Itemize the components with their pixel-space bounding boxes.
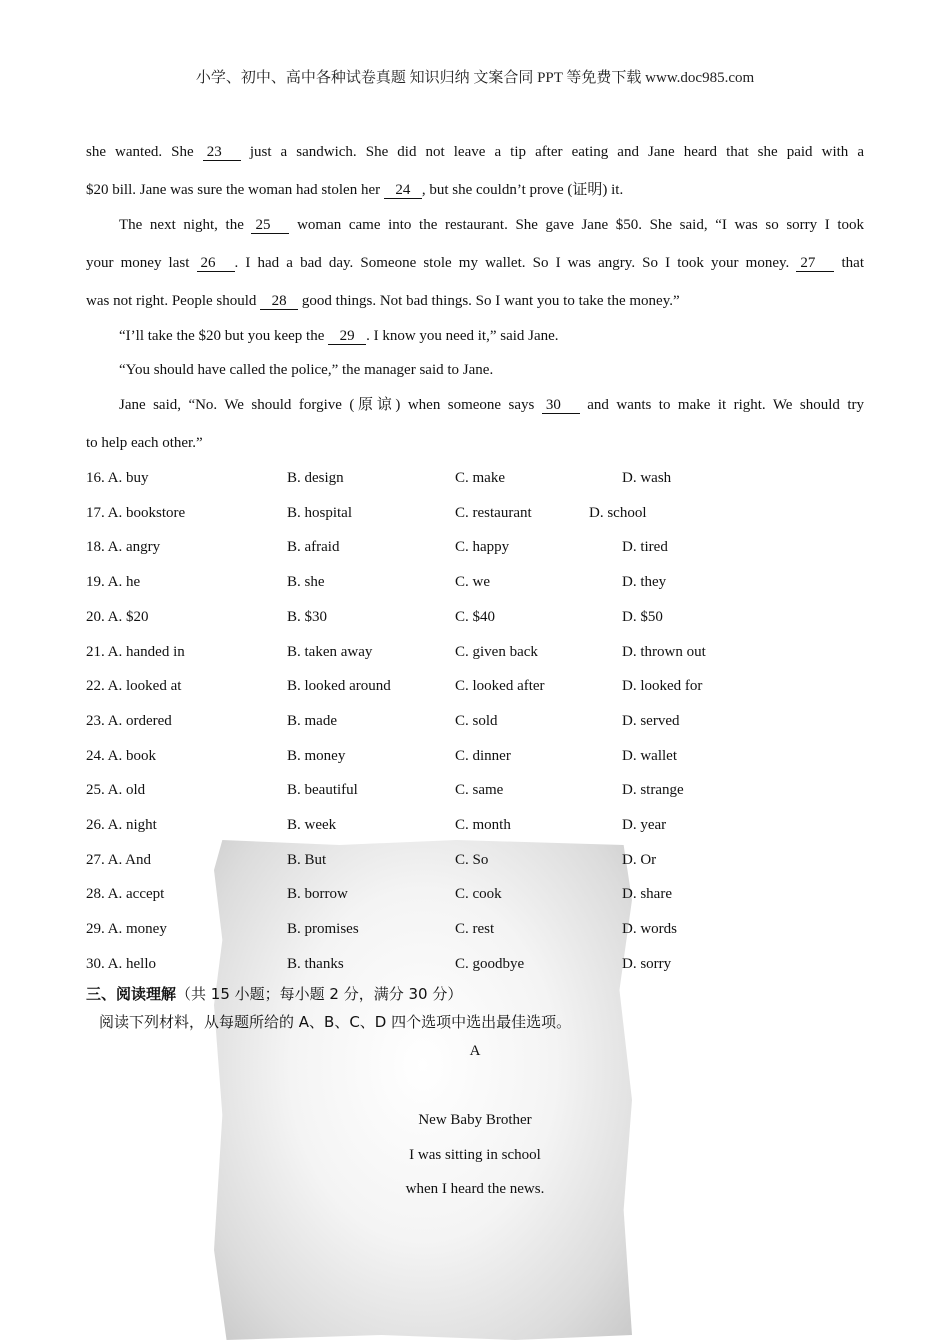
blank-26: 26 <box>197 255 235 272</box>
option-b: B. taken away <box>287 643 373 660</box>
option-c: C. we <box>455 574 490 591</box>
option-b: B. beautiful <box>287 782 358 799</box>
option-a: 24. A. book <box>86 747 157 764</box>
option-b: B. promises <box>287 921 359 938</box>
passage-line-4: your money last 26 . I had a bad day. Someone stole my wallet. So I was angry. So I took your money. 27 that <box>86 255 865 271</box>
option-row-23 <box>86 711 786 731</box>
passage-line-9: to help each other.” <box>86 435 203 451</box>
option-d: D. wallet <box>622 747 677 764</box>
option-a: 29. A. money <box>86 921 167 938</box>
option-c: C. rest <box>455 921 495 938</box>
option-d: D. words <box>622 921 677 938</box>
option-row-19 <box>86 572 786 592</box>
option-c: C. given back <box>455 643 538 660</box>
option-c: C. restaurant <box>455 504 532 521</box>
blank-30: 30 <box>542 397 580 414</box>
option-a: 21. A. handed in <box>86 643 185 660</box>
option-d: D. year <box>622 817 667 833</box>
blank-28: 28 <box>260 293 298 310</box>
option-c: C. happy <box>455 539 510 556</box>
option-d: D. school <box>589 504 647 521</box>
option-c: C. month <box>455 817 511 833</box>
section-title: 三、阅读理解（共 15 小题；每小题 2 分，满分 30 分） <box>86 985 463 1003</box>
option-c: C. same <box>455 782 504 799</box>
part-label: A <box>469 1043 481 1059</box>
option-d: D. wash <box>622 470 672 486</box>
option-d: D. $50 <box>622 608 663 625</box>
option-d: D. thrown out <box>622 643 706 660</box>
option-b: B. afraid <box>287 539 340 556</box>
option-row-17 <box>86 503 786 523</box>
option-row-27 <box>86 850 786 870</box>
option-row-30 <box>86 954 786 974</box>
option-a: 16. A. buy <box>86 470 149 486</box>
passage-line-5: was not right. People should 28 good things. Not bad things. So I want you to take the money.” <box>86 293 680 309</box>
option-row-28 <box>86 884 786 904</box>
option-row-29 <box>86 919 786 939</box>
option-row-21 <box>86 642 786 662</box>
option-a: 26. A. night <box>86 817 157 833</box>
option-b: B. made <box>287 712 337 729</box>
option-b: B. money <box>287 747 346 764</box>
blank-23: 23 <box>203 144 241 161</box>
option-b: B. hospital <box>287 504 353 521</box>
option-c: C. dinner <box>455 747 511 764</box>
option-row-18 <box>86 537 786 557</box>
option-c: C. looked after <box>455 678 545 695</box>
option-row-25 <box>86 780 786 800</box>
option-d: D. looked for <box>622 678 703 695</box>
option-a: 22. A. looked at <box>86 678 182 695</box>
option-c: C. So <box>455 851 489 868</box>
option-c: C. sold <box>455 712 498 729</box>
option-c: C. cook <box>455 886 502 903</box>
blank-29: 29 <box>328 328 366 345</box>
torn-paper-background <box>214 840 632 1340</box>
option-row-22 <box>86 676 786 696</box>
passage-line-1: she wanted. She 23 just a sandwich. She did not leave a tip after eating and Jane heard that she paid with a <box>86 144 864 160</box>
option-d: D. sorry <box>622 955 672 972</box>
section-instruction: 阅读下列材料，从每题所给的 A、B、C、D 四个选项中选出最佳选项。 <box>99 1013 572 1031</box>
passage-line-8: Jane said, “No. We should forgive (原谅) when someone says 30 and wants to make it right. We should try <box>119 397 865 413</box>
option-b: B. borrow <box>287 886 348 903</box>
option-b: B. week <box>287 817 337 833</box>
option-row-20 <box>86 607 786 627</box>
option-b: B. design <box>287 470 344 486</box>
option-b: B. $30 <box>287 608 328 625</box>
option-a: 25. A. old <box>86 782 146 799</box>
passage-line-3: The next night, the 25 woman came into the restaurant. She gave Jane $50. She said, “I was so sorry I took <box>119 217 865 233</box>
option-b: B. looked around <box>287 678 391 695</box>
option-a: 20. A. $20 <box>86 608 149 625</box>
option-d: D. Or <box>622 851 657 868</box>
option-a: 17. A. bookstore <box>86 504 186 521</box>
passage-line-6: “I’ll take the $20 but you keep the 29 . I know you need it,” said Jane. <box>119 328 559 344</box>
option-c: C. make <box>455 470 505 486</box>
option-a: 27. A. And <box>86 851 152 868</box>
option-a: 28. A. accept <box>86 886 165 903</box>
passage-line-7: “You should have called the police,” the manager said to Jane. <box>119 362 494 378</box>
passage-line-2: $20 bill. Jane was sure the woman had stolen her 24 , but she couldn’t prove (证明) it. <box>86 182 624 198</box>
option-a: 19. A. he <box>86 574 141 591</box>
option-row-16 <box>86 468 786 488</box>
option-d: D. strange <box>622 782 684 799</box>
blank-27: 27 <box>796 255 834 272</box>
option-a: 30. A. hello <box>86 955 156 972</box>
option-d: D. share <box>622 886 672 903</box>
option-d: D. they <box>622 574 667 591</box>
blank-25: 25 <box>251 217 289 234</box>
option-b: B. she <box>287 574 325 591</box>
page-header: 小学、初中、高中各种试卷真题 知识归纳 文案合同 PPT 等免费下载 www.doc985.com <box>195 70 755 86</box>
option-a: 18. A. angry <box>86 539 161 556</box>
poem-title: New Baby Brother <box>418 1112 532 1128</box>
option-b: B. But <box>287 851 327 868</box>
option-b: B. thanks <box>287 955 344 972</box>
poem-line-1: I was sitting in school <box>409 1147 541 1163</box>
option-row-24 <box>86 746 786 766</box>
blank-24: 24 <box>384 182 422 199</box>
poem-line-2: when I heard the news. <box>405 1181 545 1197</box>
option-c: C. goodbye <box>455 955 525 972</box>
option-d: D. tired <box>622 539 668 556</box>
option-d: D. served <box>622 712 680 729</box>
option-c: C. $40 <box>455 608 496 625</box>
option-a: 23. A. ordered <box>86 712 172 729</box>
option-row-26 <box>86 815 786 835</box>
